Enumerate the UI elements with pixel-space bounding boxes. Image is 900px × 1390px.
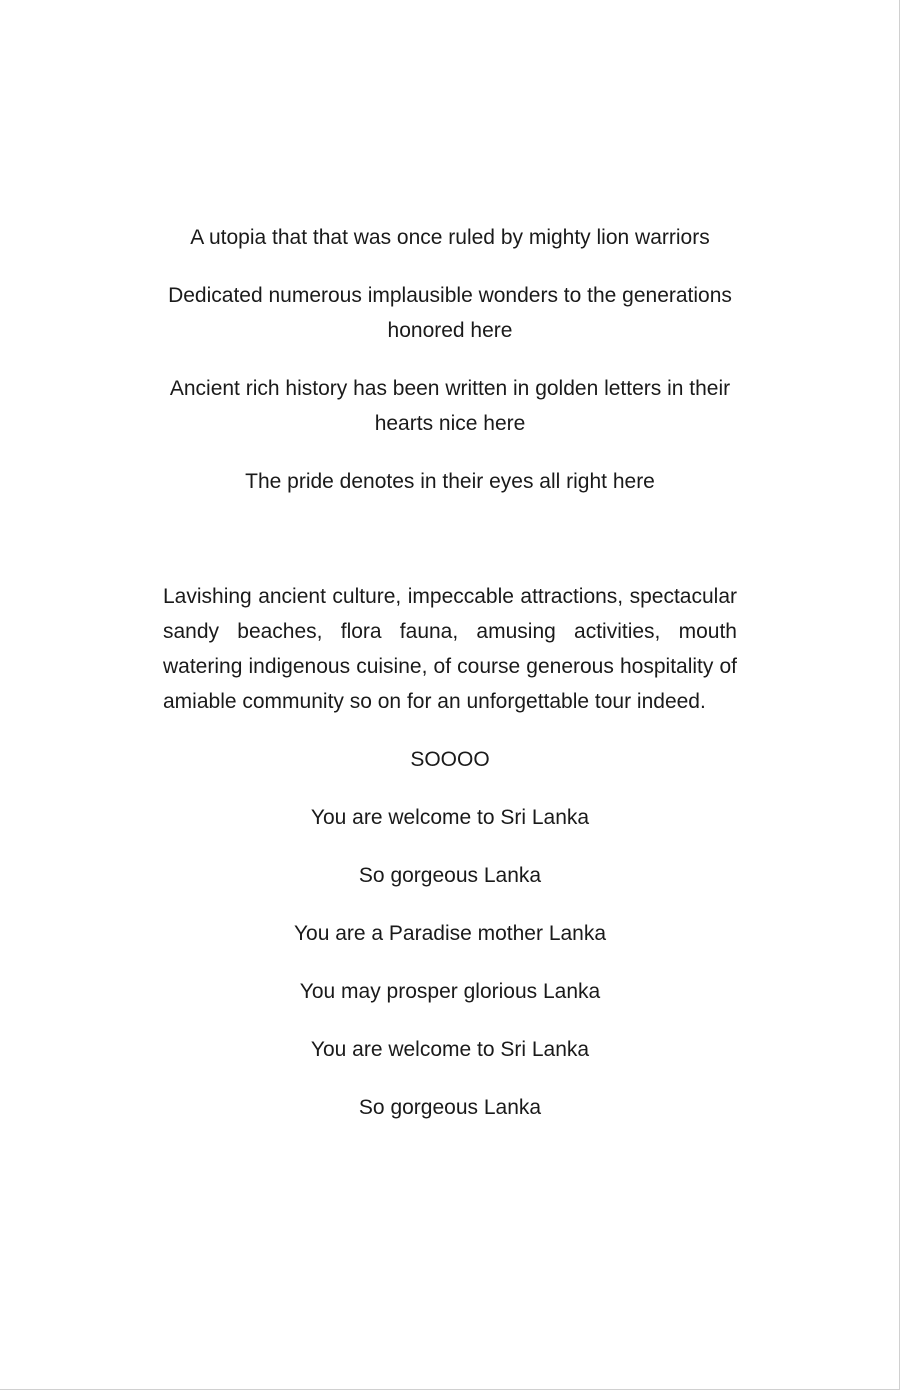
poem-body — [163, 220, 737, 1148]
refrain-line-2: You are welcome to Sri Lanka — [310, 806, 590, 829]
refrain-line-7: So gorgeous Lanka — [358, 1096, 542, 1119]
description-paragraph: Lavishing ancient culture, impeccable attractions, spectacular sandy beaches, flora fauna, amusing activities, mouth watering indigenous cuisine, of course generous hospitality of amiable community so on for an unforgettable tour indeed. — [163, 585, 737, 713]
stanza-2: Dedicated numerous implausible wonders to the generations honored here — [168, 284, 732, 342]
refrain-line-1: SOOOO — [410, 748, 490, 771]
refrain-line-6: You are welcome to Sri Lanka — [310, 1038, 590, 1061]
refrain-line-4: You are a Paradise mother Lanka — [293, 922, 607, 945]
refrain-line-3: So gorgeous Lanka — [358, 864, 542, 887]
stanza-3: Ancient rich history has been written in golden letters in their hearts nice here — [169, 377, 731, 435]
stanza-1: A utopia that that was once ruled by mighty lion warriors — [190, 226, 710, 249]
refrain-line-5: You may prosper glorious Lanka — [299, 980, 601, 1003]
stanza-4: The pride denotes in their eyes all right here — [245, 470, 655, 493]
